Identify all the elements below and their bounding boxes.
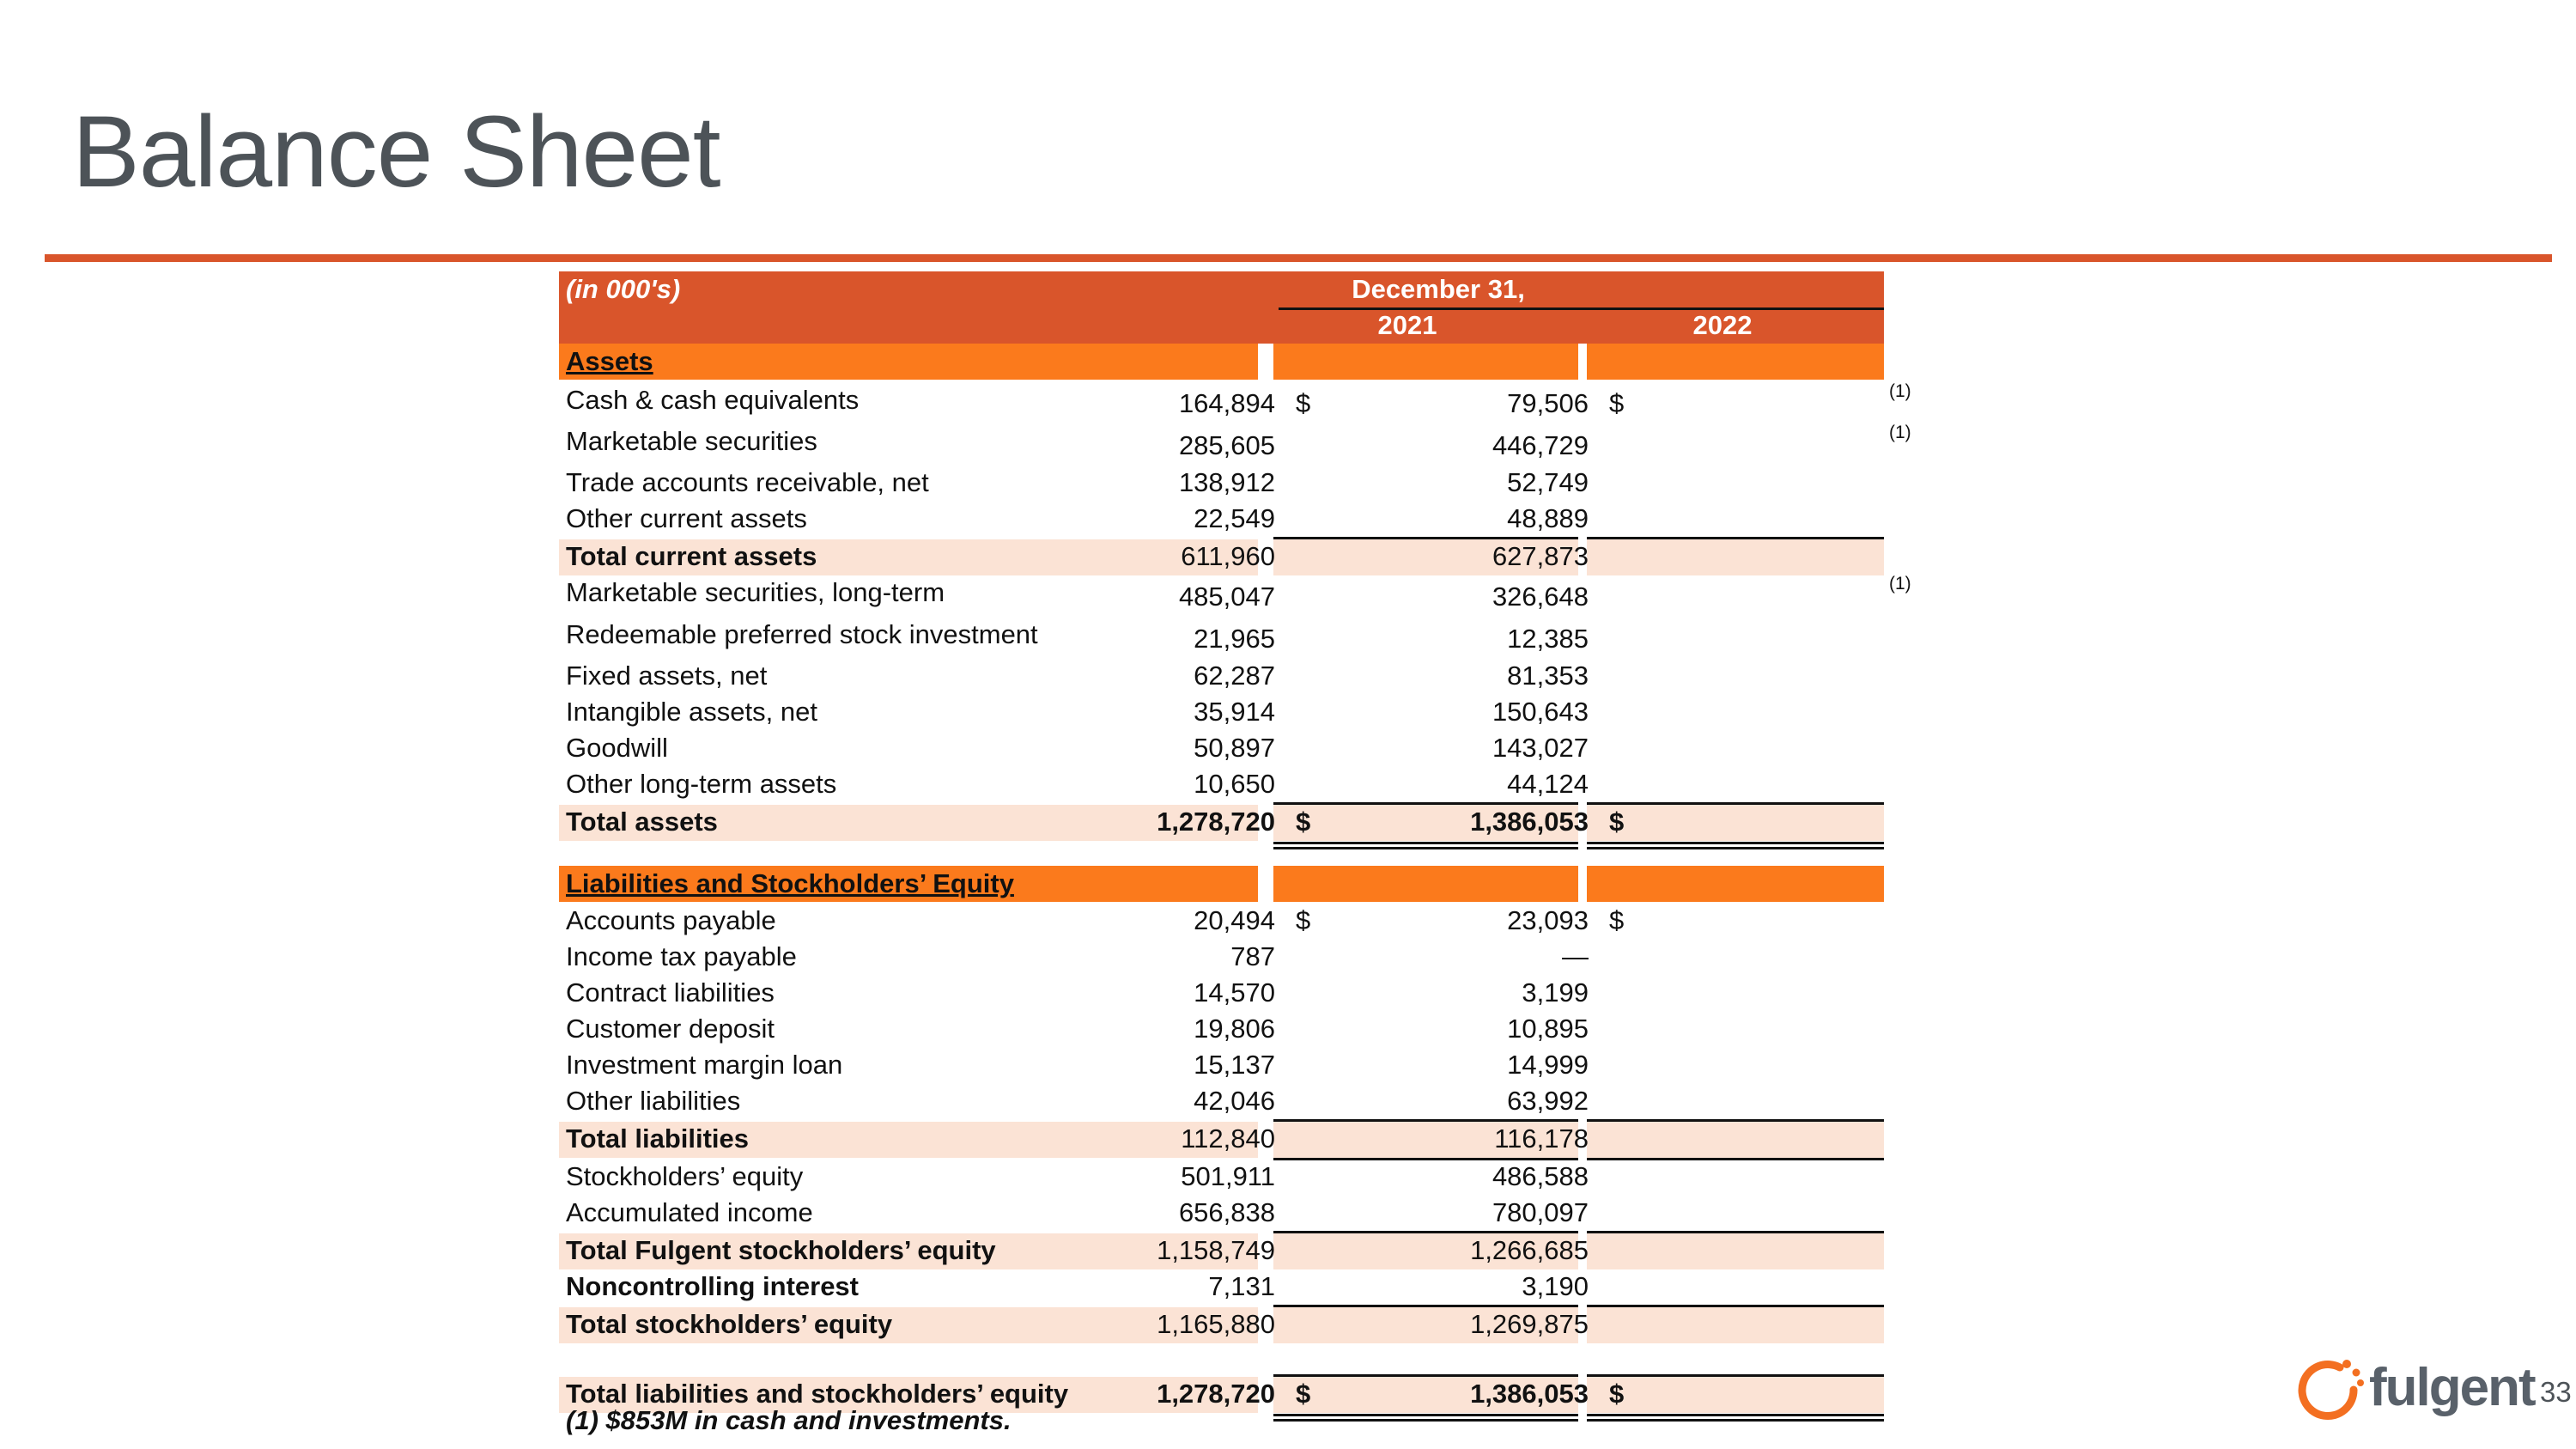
value-2022: 1,269,875 xyxy=(1470,1309,1589,1339)
currency-symbol: $ xyxy=(1609,807,1625,837)
currency-symbol: $ xyxy=(1296,1379,1311,1409)
value-2021: 35,914 xyxy=(1194,697,1275,727)
balance-sheet-table xyxy=(559,271,1911,1448)
period-label: December 31, xyxy=(1352,274,1525,304)
value-2022: 486,588 xyxy=(1492,1161,1589,1191)
currency-symbol: $ xyxy=(1296,807,1311,837)
value-2022: 79,506 xyxy=(1507,388,1589,418)
year-2022: 2022 xyxy=(1692,310,1753,340)
value-2022: 14,999 xyxy=(1507,1050,1589,1080)
liabilities-heading: Liabilities and Stockholders’ Equity xyxy=(566,868,1014,898)
footnote-marker: (1) xyxy=(1889,423,1911,442)
value-2022: 1,386,053 xyxy=(1470,807,1589,837)
table-row xyxy=(559,1160,1933,1196)
table-row xyxy=(559,618,1933,654)
currency-symbol: $ xyxy=(1296,388,1311,418)
row-label: Other liabilities xyxy=(566,1086,741,1116)
value-2021: 50,897 xyxy=(1194,733,1275,763)
row-label: Other current assets xyxy=(566,503,807,533)
table-row xyxy=(559,904,1933,940)
value-2021: 611,960 xyxy=(1181,541,1275,571)
table-row xyxy=(559,466,1933,502)
table-row xyxy=(559,1122,1933,1158)
value-2022: 23,093 xyxy=(1507,905,1589,935)
footnote: (1) $853M in cash and investments. xyxy=(566,1405,1012,1435)
title-divider xyxy=(45,254,2552,262)
assets-section-bar xyxy=(559,344,1258,380)
table-row xyxy=(559,1196,1933,1232)
value-2021: 62,287 xyxy=(1194,661,1275,691)
value-2022: 63,992 xyxy=(1507,1086,1589,1116)
row-label: Accumulated income xyxy=(566,1197,813,1227)
value-2022: 3,199 xyxy=(1522,977,1589,1008)
value-2021: 7,131 xyxy=(1208,1271,1275,1301)
table-row xyxy=(559,383,1933,419)
value-2021: 285,605 xyxy=(1178,430,1275,460)
value-2022: — xyxy=(1562,941,1589,971)
double-rule xyxy=(1273,842,1578,844)
value-2022: 3,190 xyxy=(1522,1271,1589,1301)
value-2022: 627,873 xyxy=(1492,541,1589,571)
value-2021: 14,570 xyxy=(1194,977,1275,1008)
value-2022: 1,386,053 xyxy=(1470,1379,1589,1409)
value-2022: 52,749 xyxy=(1507,467,1589,497)
footnote-marker: (1) xyxy=(1889,381,1911,401)
table-header-row xyxy=(559,271,1884,307)
liabilities-section-bar-2022 xyxy=(1587,866,1884,902)
table-row xyxy=(559,805,1933,841)
value-2022: 81,353 xyxy=(1507,661,1589,691)
value-2022: 10,895 xyxy=(1507,1014,1589,1044)
assets-heading: Assets xyxy=(566,346,653,376)
currency-symbol: $ xyxy=(1609,388,1625,418)
row-label: Marketable securities, long-term xyxy=(566,577,945,607)
value-2021: 1,278,720 xyxy=(1157,807,1275,837)
table-row xyxy=(559,1307,1933,1343)
fulgent-logo-icon xyxy=(2295,1355,2364,1424)
footnote-marker: (1) xyxy=(1889,574,1911,594)
page-number: 33 xyxy=(2540,1376,2572,1408)
row-label: Other long-term assets xyxy=(566,769,837,799)
row-label: Total Fulgent stockholders’ equity xyxy=(566,1235,996,1265)
row-label: Noncontrolling interest xyxy=(566,1271,859,1301)
value-2022: 44,124 xyxy=(1507,769,1589,799)
row-label: Cash & cash equivalents xyxy=(566,385,860,415)
value-2022: 48,889 xyxy=(1507,503,1589,533)
table-row xyxy=(559,731,1933,767)
row-label: Redeemable preferred stock investment xyxy=(566,619,1038,649)
value-2022: 1,266,685 xyxy=(1470,1235,1589,1265)
table-row xyxy=(559,940,1933,976)
value-2021: 112,840 xyxy=(1181,1123,1275,1154)
table-row xyxy=(559,575,1933,612)
assets-section-bar-2021 xyxy=(1273,344,1578,380)
table-row xyxy=(559,424,1933,460)
year-2021: 2021 xyxy=(1377,310,1437,340)
page-title: Balance Sheet xyxy=(72,95,720,209)
value-2021: 485,047 xyxy=(1178,581,1275,612)
value-2022: 780,097 xyxy=(1492,1197,1589,1227)
double-rule xyxy=(1587,1414,1884,1416)
currency-symbol: $ xyxy=(1609,1379,1625,1409)
brand-name: fulgent xyxy=(2369,1358,2535,1417)
table-row xyxy=(559,1048,1933,1084)
value-2022: 143,027 xyxy=(1492,733,1589,763)
value-2021: 138,912 xyxy=(1178,467,1275,497)
currency-symbol: $ xyxy=(1296,905,1311,935)
table-row xyxy=(559,1084,1933,1120)
double-rule xyxy=(1587,1419,1884,1422)
row-label: Total current assets xyxy=(566,541,817,571)
row-label: Accounts payable xyxy=(566,905,776,935)
row-label: Total stockholders’ equity xyxy=(566,1309,893,1339)
row-label: Customer deposit xyxy=(566,1014,775,1044)
row-label: Trade accounts receivable, net xyxy=(566,467,929,497)
row-label: Fixed assets, net xyxy=(566,661,768,691)
value-2021: 501,911 xyxy=(1181,1161,1275,1191)
double-rule xyxy=(1273,847,1578,849)
double-rule xyxy=(1587,847,1884,849)
row-label: Intangible assets, net xyxy=(566,697,817,727)
row-shade xyxy=(1587,539,1884,575)
value-2021: 42,046 xyxy=(1194,1086,1275,1116)
table-row xyxy=(559,1269,1933,1306)
row-label: Investment margin loan xyxy=(566,1050,843,1080)
row-label: Stockholders’ equity xyxy=(566,1161,804,1191)
row-shade xyxy=(1587,1122,1884,1158)
table-row xyxy=(559,976,1933,1012)
table-row xyxy=(559,1012,1933,1048)
value-2022: 116,178 xyxy=(1494,1123,1589,1154)
row-shade xyxy=(1587,805,1884,841)
fulgent-logo xyxy=(2295,1355,2535,1424)
value-2021: 10,650 xyxy=(1194,769,1275,799)
row-label: Income tax payable xyxy=(566,941,797,971)
table-row xyxy=(559,502,1933,538)
double-rule xyxy=(1587,842,1884,844)
assets-section-bar-2022 xyxy=(1587,344,1884,380)
row-shade xyxy=(1587,1233,1884,1269)
value-2022: 326,648 xyxy=(1492,581,1589,612)
value-2021: 787 xyxy=(1230,941,1275,971)
value-2022: 150,643 xyxy=(1492,697,1589,727)
value-2021: 21,965 xyxy=(1194,624,1275,654)
table-row xyxy=(559,695,1933,731)
row-label: Contract liabilities xyxy=(566,977,775,1008)
value-2022: 446,729 xyxy=(1492,430,1589,460)
value-2021: 22,549 xyxy=(1194,503,1275,533)
row-label: Total assets xyxy=(566,807,718,837)
value-2021: 19,806 xyxy=(1194,1014,1275,1044)
row-label: Marketable securities xyxy=(566,426,817,456)
currency-symbol: $ xyxy=(1609,905,1625,935)
row-label: Total liabilities and stockholders’ equity xyxy=(566,1379,1069,1409)
value-2021: 15,137 xyxy=(1194,1050,1275,1080)
table-row xyxy=(559,659,1933,695)
unit-label: (in 000's) xyxy=(566,274,681,304)
value-2021: 164,894 xyxy=(1178,388,1275,418)
double-rule xyxy=(1273,1419,1578,1422)
row-label: Total liabilities xyxy=(566,1123,750,1154)
liabilities-section-bar-2021 xyxy=(1273,866,1578,902)
value-2021: 1,158,749 xyxy=(1157,1235,1275,1265)
value-2021: 1,165,880 xyxy=(1157,1309,1275,1339)
row-label: Goodwill xyxy=(566,733,668,763)
value-2021: 656,838 xyxy=(1178,1197,1275,1227)
value-2022: 12,385 xyxy=(1507,624,1589,654)
table-row xyxy=(559,1233,1933,1269)
value-2021: 1,278,720 xyxy=(1157,1379,1275,1409)
table-row xyxy=(559,767,1933,803)
value-2021: 20,494 xyxy=(1194,905,1275,935)
table-row xyxy=(559,539,1933,575)
row-shade xyxy=(1587,1377,1884,1413)
year-header-row xyxy=(559,307,1884,344)
row-shade xyxy=(1587,1307,1884,1343)
double-rule xyxy=(1273,1414,1578,1416)
